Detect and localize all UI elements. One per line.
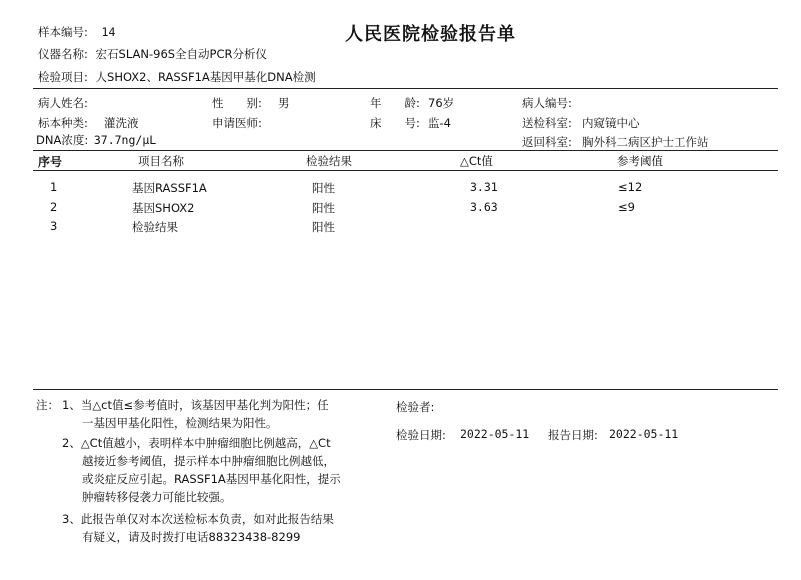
row-item: 检验结果 [132,220,178,234]
test-item-value: 人SHOX2、RASSF1A基因甲基化DNA检测 [95,70,316,84]
age-label: 年 龄: [370,96,420,110]
note-line: 2、△Ct值越小，表明样本中肿瘤细胞比例越高，△Ct [62,436,331,450]
bed-label: 床 号: [370,116,420,130]
dna-value: 37.7ng/μL [93,133,157,147]
row-ct: 3.31 [470,180,498,194]
col-header-ct: △Ct值 [460,154,493,168]
dna-label: DNA浓度: [36,133,89,147]
note-line: 有疑义，请及时拨打电话88323438-8299 [82,530,301,544]
report-title: 人民医院检验报告单 [345,24,516,45]
row-no: 3 [50,219,58,233]
notes-prefix: 注： [36,398,59,412]
col-header-no: 序号 [38,155,63,169]
note-line: 一基因甲基化阳性，检测结果为阳性。 [82,416,278,430]
row-item: 基因SHOX2 [132,201,195,215]
row-result: 阳性 [312,220,335,234]
age-value: 76岁 [428,96,455,110]
send-dept-value: 内窥镜中心 [582,116,640,130]
dna-row [36,132,156,148]
send-dept-label: 送检科室: [522,116,572,130]
row-no: 2 [50,200,58,214]
test-date-label: 检验日期: [396,428,446,442]
sample-no-value: 14 [101,25,116,39]
instrument-row [38,46,267,62]
divider-notes-top [33,389,778,390]
return-dept-label: 返回科室: [522,135,572,149]
test-date-value: 2022-05-11 [460,427,530,441]
sample-no-label: 样本编号: [38,25,88,39]
row-result: 阳性 [312,181,335,195]
patient-name-label: 病人姓名: [38,96,88,110]
specimen-label: 标本种类: [38,116,88,130]
note-line: 肿瘤转移侵袭力可能比较强。 [82,490,232,504]
patient-no-label: 病人编号: [522,96,572,110]
row-ref: ≤9 [618,200,635,214]
col-header-item: 项目名称 [138,154,184,168]
row-item: 基因RASSF1A [132,181,207,195]
col-header-result: 检验结果 [306,154,352,168]
inspector-label: 检验者: [396,400,435,414]
return-dept-value: 胸外科二病区护士工作站 [582,135,709,149]
divider-header-bottom [33,170,778,171]
col-header-ref: 参考阈值 [617,154,663,168]
row-no: 1 [50,180,58,194]
doctor-label: 申请医师: [212,116,262,130]
instrument-value: 宏石SLAN-96S全自动PCR分析仪 [95,47,268,61]
report-date-value: 2022-05-11 [609,427,679,441]
note-line: 3、此报告单仅对本次送检标本负责，如对此报告结果 [62,512,334,526]
note-line: 1、当△ct值≤参考值时，该基因甲基化判为阳性；任 [62,398,329,412]
specimen-value: 灌洗液 [104,116,139,130]
sex-label: 性 别: [212,96,262,110]
sample-no-row [38,24,115,40]
test-item-label: 检验项目: [38,70,88,84]
row-result: 阳性 [312,201,335,215]
report-date-label: 报告日期: [548,428,598,442]
divider-header-top [33,150,778,151]
row-ref: ≤12 [618,180,643,194]
note-line: 或炎症反应引起。RASSF1A基因甲基化阳性，提示 [82,472,341,486]
note-line: 越接近参考阈值，提示样本中肿瘤细胞比例越低， [82,454,335,468]
test-item-row [38,69,316,85]
instrument-label: 仪器名称: [38,47,88,61]
divider-top [33,88,778,89]
bed-value: 监-4 [428,116,451,130]
row-ct: 3.63 [470,200,498,214]
sex-value: 男 [278,96,290,110]
